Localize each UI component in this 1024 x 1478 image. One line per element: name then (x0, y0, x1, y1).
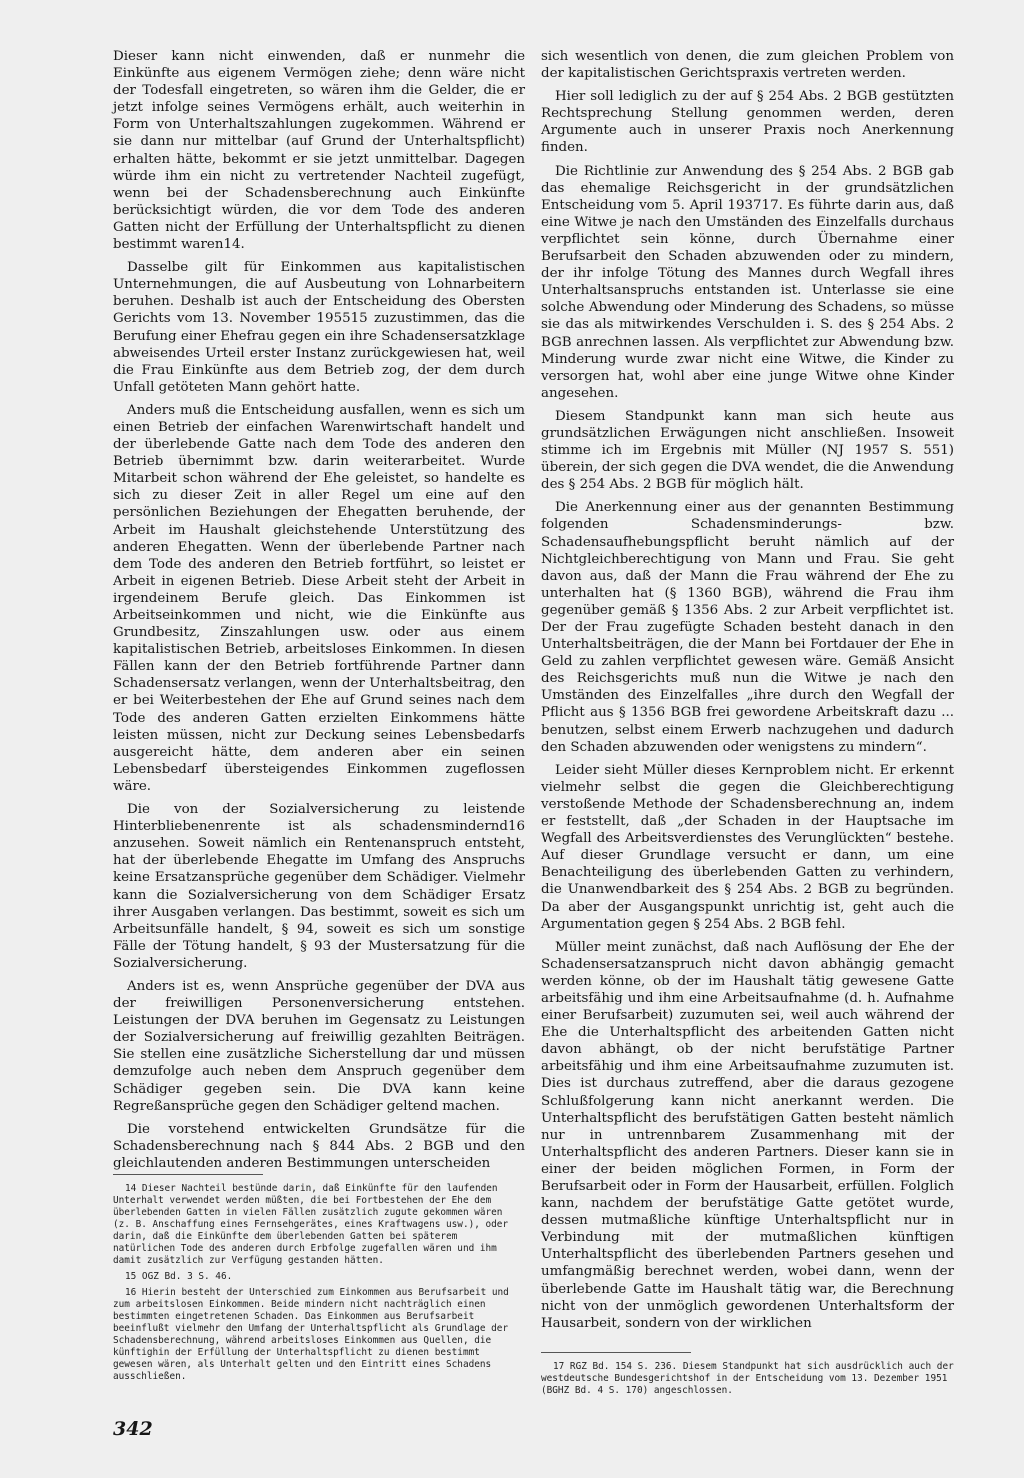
footnotes-right (541, 1348, 954, 1401)
footnote-15: 15 OGZ Bd. 3 S. 46. (125, 1271, 233, 1282)
footnote-14: 14 Dieser Nachteil bestünde darin, daß Einkünfte für den laufenden Unterhalt verwendet werden müßten, die bei Fortbestehen der Ehe dem überlebenden Gatten in vielen Fällen zusätzlich zugute gekommen wären (z. B. Anschaffung eines Fernsehgerätes, eines Kraftwagens usw.), oder darin, daß die Einkünfte dem überlebenden Gatten bei späterem natürlichen Tode des anderen durch Erbfolge zugefallen wären und ihm damit zusätzlich zur Verfügung gestanden hätten. (113, 1183, 509, 1266)
footnote-rule (113, 1174, 263, 1175)
paragraph: Die Richtlinie zur Anwendung des § 254 Abs. 2 BGB gab das ehemalige Reichsgericht in der grundsätzlichen Entscheidung vom 5. April 193717. Es führte darin aus, daß eine Witwe je nach den Umständen des Einzelfalls durchaus verpflichtet sein könne, durch Übernahme einer Berufsarbeit den Schaden abzuwenden oder zu mindern, der ihr infolge Tötung des Mannes durch Wegfall ihres Unterhaltsanspruchs entstanden ist. Unterlasse sie eine solche Abwendung oder Minderung des Schadens, so müsse sie das als mitwirkendes Verschulden i. S. des § 254 Abs. 2 BGB anrechnen lassen. Als verpflichtet zur Abwendung bzw. Minderung wurde zwar nicht eine Witwe, die Kinder zu versorgen hat, wohl aber eine junge Witwe ohne Kinder angesehen. (541, 163, 954, 401)
paragraph: Dieser kann nicht einwenden, daß er nunmehr die Einkünfte aus eigenem Vermögen ziehe; denn wäre nicht der Todesfall eingetreten, so wären ihm die Gelder, die er jetzt infolge seines Vermögens erhält, auch weiterhin in Form von Unterhaltszahlungen zugekommen. Während er sie dann nur mittelbar (auf Grund der Unterhaltspflicht) erhalten hätte, bekommt er sie jetzt unmittelbar. Dagegen würde ihm ein nicht zu vertretender Nachteil zugefügt, wenn bei der Schadensberechnung auch Einkünfte berücksichtigt würden, die vor dem Tode des anderen Gatten nicht der Erfüllung der Unterhaltspflicht zu dienen bestimmt waren14. (113, 49, 525, 253)
paragraph: sich wesentlich von denen, die zum gleichen Problem von der kapitalistischen Gerichtspraxis vertreten werden. (541, 49, 954, 82)
footnote-16: 16 Hierin besteht der Unterschied zum Einkommen aus Berufsarbeit und zum arbeitslosen Einkommen. Beide mindern nicht nachträglich einen bestimmten eingetretenen Schaden. Das Einkommen aus Berufsarbeit beeinflußt vielmehr den Umfang der Unterhaltspflicht als Grundlage der Schadensberechnung, während arbeitsloses Einkommen aus Quellen, die künftighin der Erfüllung der Unterhaltspflicht zu dienen bestimmt gewesen wären, als Unterhalt gelten und den Eintritt eines Schadens ausschließen. (113, 1287, 509, 1382)
paragraph: Müller meint zunächst, daß nach Auflösung der Ehe der Schadensersatzanspruch nicht davon abhängig gemacht werden könne, ob der im Haushalt tätig gewesene Gatte arbeitsfähig und ihm eine Arbeitsaufnahme (d. h. Aufnahme einer Berufsarbeit) zuzumuten sei, weil auch während der Ehe die Unterhaltspflicht des arbeitenden Gatten nicht davon abhängt, ob der nicht berufstätige Partner arbeitsfähig und ihm eine Arbeitsaufnahme zuzumuten ist. Dies ist durchaus zutreffend, aber die daraus gezogene Schlußfolgerung kann nicht anerkannt werden. Die Unterhaltspflicht des berufstätigen Gatten besteht nämlich nur in untrennbarem Zusammenhang mit der Unterhaltspflicht des anderen Partners. Dieser kann sie in einer der beiden möglichen Formen, in Form der Berufsarbeit oder in Form der Hausarbeit, erfüllen. Folglich kann, nachdem der berufstätige Gatte getötet wurde, dessen mutmaßliche künftige Unterhaltspflicht nur in Verbindung mit der mutmaßlichen künftigen Unterhaltspflicht des überlebenden Partners gesehen und umfangmäßig berechnet werden, wobei dann, wenn der überlebende Gatte im Haushalt tätig war, die Berechnung nicht von der unmöglich gewordenen Unterhaltsform der Hausarbeit, sondern von der wirklichen (541, 939, 954, 1331)
page-number: 342 (113, 1418, 153, 1440)
paragraph: Anders ist es, wenn Ansprüche gegenüber der DVA aus der freiwilligen Personenversicherung entstehen. Leistungen der DVA beruhen im Gegensatz zu Leistungen der Sozialversicherung auf freiwillig gezahlten Beiträgen. Sie stellen eine zusätzliche Sicherstellung dar und müssen demzufolge auch neben dem Anspruch gegenüber dem Schädiger gegeben sein. Die DVA kann keine Regreßansprüche gegen den Schädiger geltend machen. (113, 978, 525, 1114)
footnotes-left (113, 1170, 525, 1387)
paragraph: Die Anerkennung einer aus der genannten Bestimmung folgenden Schadensminderungs- bzw. Schadensaufhebungspflicht beruht nämlich auf der Nichtgleichberechtigung von Mann und Frau. Sie geht davon aus, daß der Mann die Frau während der Ehe zu unterhalten hat (§ 1360 BGB), während die Frau ihm gegenüber gemäß § 1356 Abs. 2 zur Arbeit verpflichtet ist. Der der Frau zugefügte Schaden besteht danach in den Unterhaltsbeiträgen, die der Mann bei Fortdauer der Ehe in Geld zu zahlen verpflichtet gewesen wäre. Gemäß Ansicht des Reichsgerichts muß nun die Witwe je nach den Umständen des Einzelfalles „ihre durch den Wegfall der Pflicht aus § 1356 BGB frei gewordene Arbeitskraft dazu ... benutzen, selbst einem Erwerb nachzugehen und dadurch den Schaden abzuwenden oder wenigstens zu mindern“. (541, 500, 954, 755)
paragraph: Dasselbe gilt für Einkommen aus kapitalistischen Unternehmungen, die auf Ausbeutung von Lohnarbeitern beruhen. Deshalb ist auch der Entscheidung des Obersten Gerichts vom 13. November 195515 zuzustimmen, das die Berufung einer Ehefrau gegen ein ihre Schadensersatzklage abweisendes Urteil erster Instanz zurückgewiesen hat, weil die Frau Einkünfte aus dem Betrieb zog, der dem durch Unfall getöteten Mann gehört hatte. (113, 260, 525, 395)
left-column (113, 48, 525, 1178)
footnote-17: 17 RGZ Bd. 154 S. 236. Diesem Standpunkt hat sich ausdrücklich auch der westdeutsche Bundesgerichtshof in der Entscheidung vom 13. Dezember 1951 (BGHZ Bd. 4 S. 170) angeschlossen. (541, 1361, 954, 1396)
paragraph: Hier soll lediglich zu der auf § 254 Abs. 2 BGB gestützten Rechtsprechung Stellung genommen werden, deren Argumente auch in unserer Praxis noch Anerkennung finden. (541, 89, 954, 156)
footnote-rule (541, 1352, 691, 1353)
paragraph: Diesem Standpunkt kann man sich heute aus grundsätzlichen Erwägungen nicht anschließen. Insoweit stimme ich im Ergebnis mit Müller (NJ 1957 S. 551) überein, der sich gegen die DVA wendet, die die Anwendung des § 254 Abs. 2 BGB für möglich hält. (541, 408, 954, 493)
paragraph: Die von der Sozialversicherung zu leistende Hinterbliebenenrente ist als schadensmindernd16 anzusehen. Soweit nämlich ein Rentenanspruch entsteht, hat der überlebende Ehegatte im Umfang des Anspruchs keine Ersatzansprüche gegenüber dem Schädiger. Vielmehr kann die Sozialversicherung von dem Schädiger Ersatz ihrer Ausgaben verlangen. Das bestimmt, soweit es sich um Arbeitsunfälle handelt, § 94, soweit es sich um sonstige Fälle der Tötung handelt, § 93 der Mustersatzung für die Sozialversicherung. (113, 802, 525, 971)
right-column (541, 48, 954, 1338)
paragraph: Anders muß die Entscheidung ausfallen, wenn es sich um einen Betrieb der einfachen Warenwirtschaft handelt und der überlebende Gatte nach dem Tode des anderen den Betrieb übernimmt bzw. darin weiterarbeitet. Wurde Mitarbeit schon während der Ehe geleistet, so handelte es sich zu dieser Zeit in aller Regel um eine auf den persönlichen Beziehungen der Ehegatten beruhende, der Arbeit im Haushalt gleichstehende Unterstützung des anderen Ehegatten. Wenn der überlebende Partner nach dem Tode des anderen den Betrieb fortführt, so leistet er Arbeit in eigenen Betrieb. Diese Arbeit steht der Arbeit in irgendeinem Berufe gleich. Das Einkommen ist Arbeitseinkommen und nicht, wie die Einkünfte aus Grundbesitz, Zinszahlungen usw. oder aus einem kapitalistischen Betrieb, arbeitsloses Einkommen. In diesen Fällen kann der den Betrieb fortführende Partner dann Schadensersatz verlangen, wenn der Unterhaltsbeitrag, den er bei Weiterbestehen der Ehe auf Grund seines nach dem Tode des anderen Gatten erzielten Einkommens hätte leisten müssen, nicht zur Deckung seines Lebensbedarfs ausgereicht hätte, dem anderen aber ein seinen Lebensbedarf übersteigendes Einkommen zugeflossen wäre. (113, 402, 525, 794)
paragraph: Leider sieht Müller dieses Kernproblem nicht. Er erkennt vielmehr selbst die gegen die Gleichberechtigung verstoßende Methode der Schadensberechnung an, indem er feststellt, daß „der Schaden in der Hauptsache im Wegfall des Arbeitsverdienstes des Verunglückten“ bestehe. Auf dieser Grundlage versucht er dann, um eine Benachteiligung des überlebenden Gatten zu verhindern, die Unanwendbarkeit des § 254 Abs. 2 BGB zu begründen. Da aber der Ausgangspunkt unrichtig ist, geht auch die Argumentation gegen § 254 Abs. 2 BGB fehl. (541, 762, 954, 932)
paragraph: Die vorstehend entwickelten Grundsätze für die Schadensberechnung nach § 844 Abs. 2 BGB und den gleichlautenden anderen Bestimmungen unterscheiden (113, 1121, 525, 1171)
